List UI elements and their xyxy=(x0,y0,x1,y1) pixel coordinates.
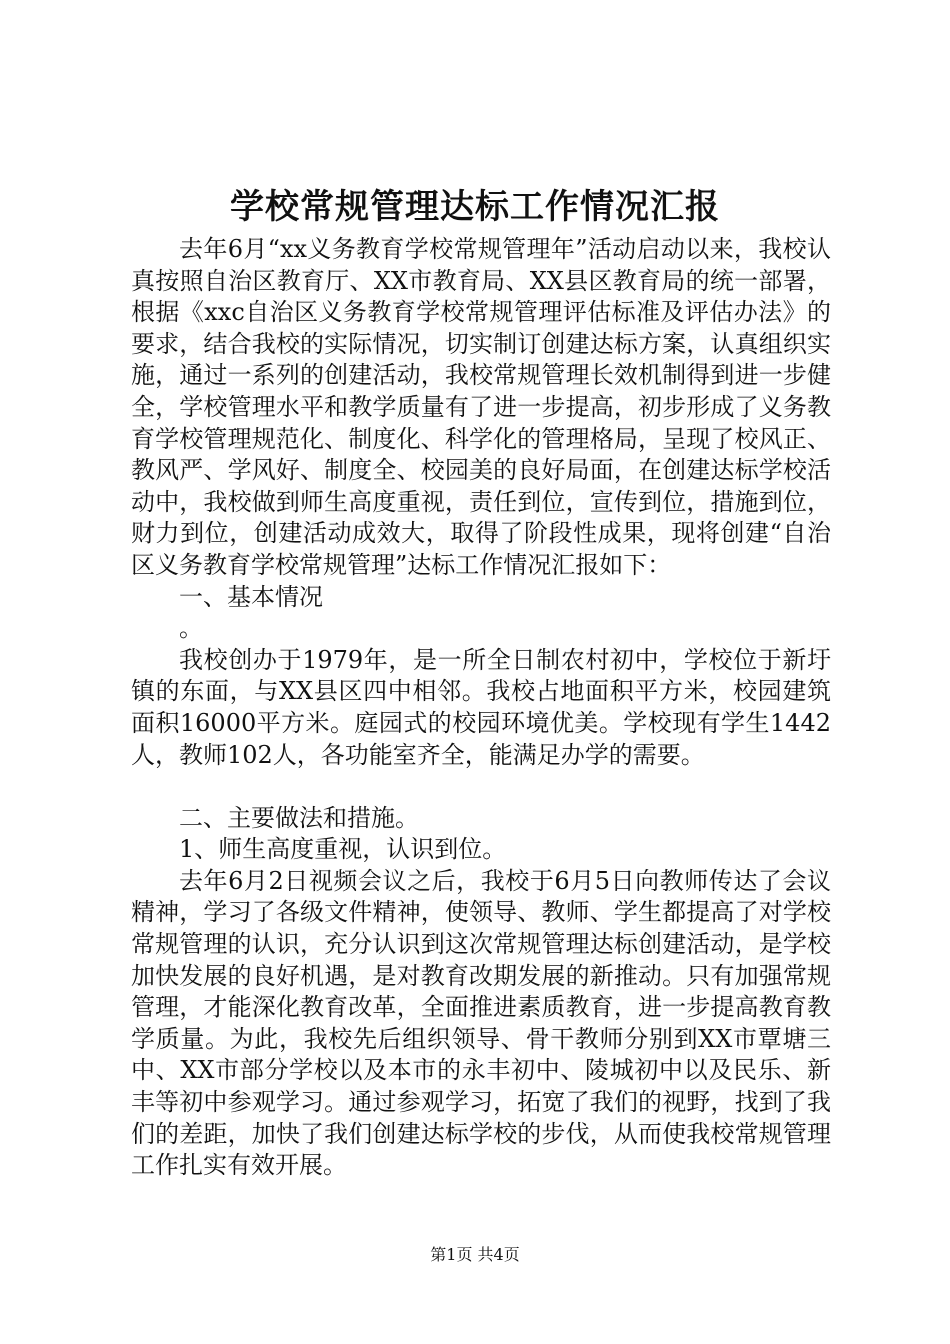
heading-main-measures: 二、主要做法和措施。 xyxy=(179,803,419,832)
document-body xyxy=(131,234,831,1182)
page-footer: 第1页 共4页 xyxy=(430,1245,520,1264)
document-title: 学校常规管理达标工作情况汇报 xyxy=(230,187,720,227)
heading-basic-situation: 一、基本情况 xyxy=(179,582,323,611)
blank-line xyxy=(131,771,831,803)
subheading-high-attention: 1、师生高度重视，认识到位。 xyxy=(179,835,507,864)
paragraph-measures-detail: 去年6月2日视频会议之后，我校于6月5日向教师传达了会议精神，学习了各级文件精神，使领导、教师、学生都提高了对学校常规管理的认识，充分认识到这次常规管理达标创建活动，是学校加快发展的良好机遇，是对教育改期发展的新推动。只有加强常规管理，才能深化教育改革，全面推进素质教育，进一步提高教育教学质量。为此，我校先后组织领导、骨干教师分别到XX市覃塘三中、XX市部分学校以及本市的永丰初中、陵城初中以及民乐、新丰等初中参观学习。通过参观学习，拓宽了我们的视野，找到了我们的差距，加快了我们创建达标学校的步伐，从而使我校常规管理工作扎实有效开展。 xyxy=(131,866,831,1180)
paragraph-school-profile: 我校创办于1979年，是一所全日制农村初中，学校位于新圩镇的东面，与XX县区四中相邻。我校占地面积平方米，校园建筑面积16000平方米。庭园式的校园环境优美。学校现有学生1442人，教师102人，各功能室齐全，能满足办学的需要。 xyxy=(131,645,831,769)
paragraph-intro: 去年6月“xx义务教育学校常规管理年”活动启动以来，我校认真按照自治区教育厅、XX市教育局、XX县区教育局的统一部署，根据《xxc自治区义务教育学校常规管理评估标准及评估办法》的要求，结合我校的实际情况，切实制订创建达标方案，认真组织实施，通过一系列的创建活动，我校常规管理长效机制得到进一步健全，学校管理水平和教学质量有了进一步提高，初步形成了义务教育学校管理规范化、制度化、科学化的管理格局，呈现了校风正、教风严、学风好、制度全、校园美的良好局面，在创建达标学校活动中，我校做到师生高度重视，责任到位，宣传到位，措施到位，财力到位，创建活动成效大，取得了阶段性成果，现将创建“自治区义务教育学校常规管理”达标工作情况汇报如下： xyxy=(131,235,831,579)
paragraph-period: 。 xyxy=(179,614,203,643)
